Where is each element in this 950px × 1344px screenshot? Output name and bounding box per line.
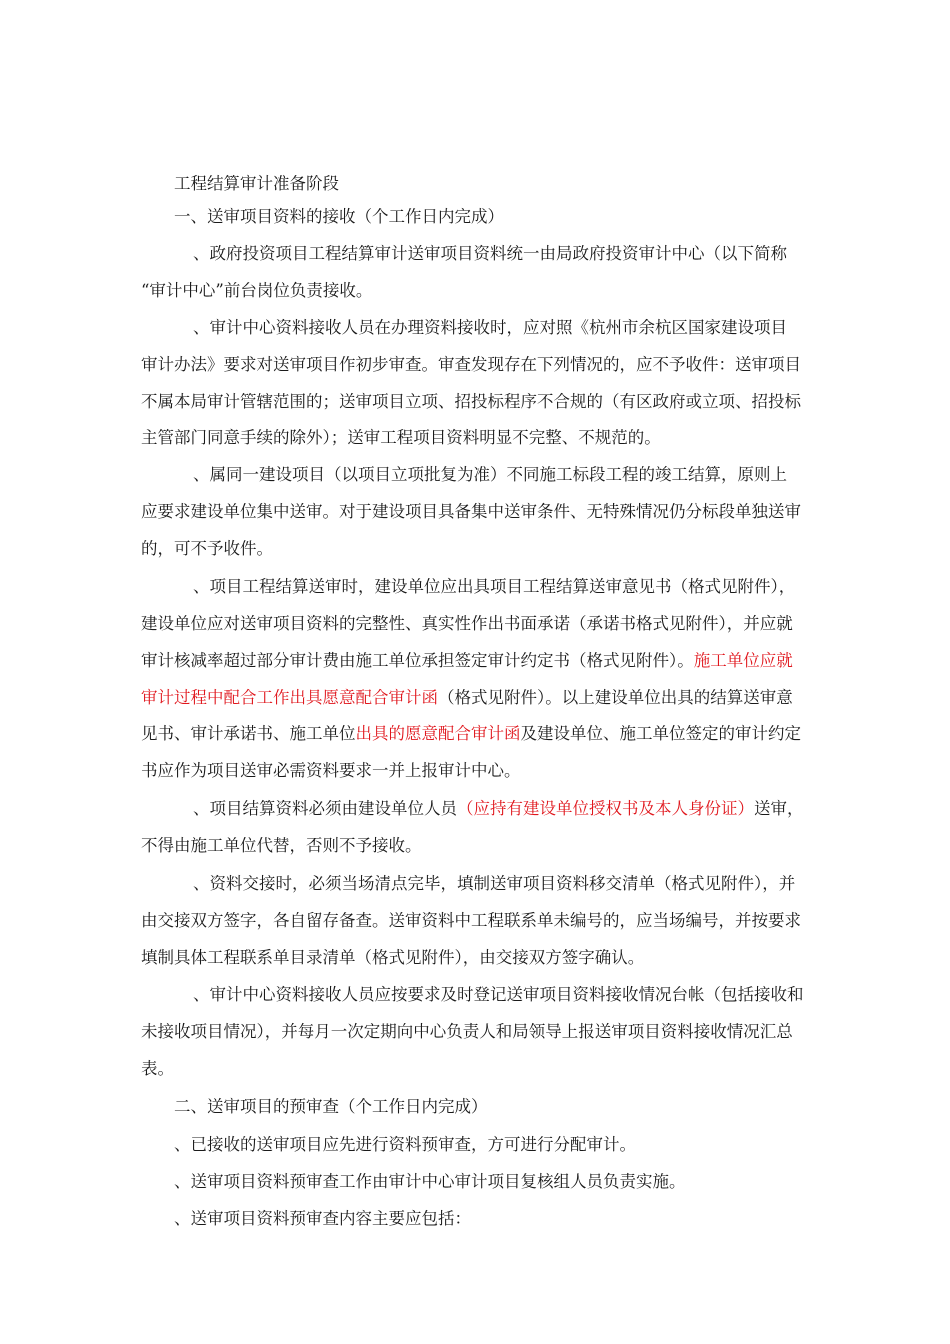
paragraph-3-line-1: 、属同一建设项目（以项目立项批复为准）不同施工标段工程的竣工结算，原则上 (193, 465, 787, 484)
paragraph-7-line-3: 表。 (141, 1059, 174, 1078)
paragraph-4-line-5 (141, 724, 801, 744)
section-2-heading: 二、送审项目的预审查（个工作日内完成） (174, 1097, 488, 1116)
paragraph-4-line-3 (141, 651, 793, 671)
section-2-item-2: 、送审项目资料预审查工作由审计中心审计项目复核组人员负责实施。 (174, 1172, 686, 1191)
paragraph-5-line-2: 不得由施工单位代替，否则不予接收。 (141, 836, 422, 855)
paragraph-4-line-5-highlight: 出具的愿意配合审计函 (355, 724, 521, 743)
paragraph-6-line-1: 、资料交接时，必须当场清点完毕，填制送审项目资料移交清单（格式见附件），并 (193, 874, 796, 893)
paragraph-5-line-1 (193, 799, 804, 819)
paragraph-6-line-3: 填制具体工程联系单目录清单（格式见附件），由交接双方签字确认。 (141, 948, 645, 967)
paragraph-5-line-1-highlight: （应持有建设单位授权书及本人身份证） (457, 799, 754, 818)
paragraph-4-line-5-text-b: 及建设单位、施工单位签定的审计约定 (520, 724, 801, 743)
section-2-item-1: 、已接收的送审项目应先进行资料预审查，方可进行分配审计。 (174, 1135, 636, 1154)
paragraph-7-line-1: 、审计中心资料接收人员应按要求及时登记送审项目资料接收情况台帐（包括接收和 (193, 985, 804, 1004)
paragraph-2-line-2: 审计办法》要求对送审项目作初步审查。审查发现存在下列情况的，应不予收件：送审项目 (141, 355, 801, 374)
paragraph-2-line-3: 不属本局审计管辖范围的；送审项目立项、招投标程序不合规的（有区政府或立项、招投标 (141, 392, 801, 411)
paragraph-1-line-1: 、政府投资项目工程结算审计送审项目资料统一由局政府投资审计中心（以下简称 (193, 244, 787, 263)
paragraph-5-line-1-text-a: 、项目结算资料必须由建设单位人员 (193, 799, 457, 818)
paragraph-4-line-4-text: （格式见附件）。以上建设单位出具的结算送审意 (438, 688, 793, 707)
paragraph-4-line-2: 建设单位应对送审项目资料的完整性、真实性作出书面承诺（承诺书格式见附件），并应就 (141, 614, 793, 633)
paragraph-3-line-2: 应要求建设单位集中送审。对于建设项目具备集中送审条件、无特殊情况仍分标段单独送审 (141, 502, 801, 521)
paragraph-4-line-6: 书应作为项目送审必需资料要求一并上报审计中心。 (141, 761, 521, 780)
paragraph-4-line-3-text: 审计核减率超过部分审计费由施工单位承担签定审计约定书（格式见附件）。 (141, 651, 694, 670)
paragraph-2-line-4: 主管部门同意手续的除外）；送审工程项目资料明显不完整、不规范的。 (141, 428, 661, 447)
document-title: 工程结算审计准备阶段 (174, 174, 339, 193)
paragraph-1-line-2: “审计中心”前台岗位负责接收。 (141, 281, 373, 300)
paragraph-3-line-3: 的，可不予收件。 (141, 539, 273, 558)
section-1-heading: 一、送审项目资料的接收（个工作日内完成） (174, 207, 504, 226)
paragraph-4-line-1: 、项目工程结算送审时，建设单位应出具项目工程结算送审意见书（格式见附件）， (193, 577, 796, 596)
paragraph-4-line-4-highlight: 审计过程中配合工作出具愿意配合审计函 (141, 688, 438, 707)
paragraph-5-line-1-text-b: 送审， (754, 799, 804, 818)
paragraph-4-line-3-highlight: 施工单位应就 (693, 651, 793, 670)
paragraph-2-line-1: 、审计中心资料接收人员在办理资料接收时，应对照《杭州市余杭区国家建设项目 (193, 318, 787, 337)
paragraph-7-line-2: 未接收项目情况），并每月一次定期向中心负责人和局领导上报送审项目资料接收情况汇总 (141, 1022, 793, 1041)
paragraph-6-line-2: 由交接双方签字，各自留存备查。送审资料中工程联系单未编号的，应当场编号，并按要求 (141, 911, 801, 930)
paragraph-4-line-4 (141, 688, 793, 708)
paragraph-4-line-5-text-a: 见书、审计承诺书、施工单位 (141, 724, 356, 743)
section-2-item-3: 、送审项目资料预审查内容主要应包括： (174, 1209, 471, 1228)
